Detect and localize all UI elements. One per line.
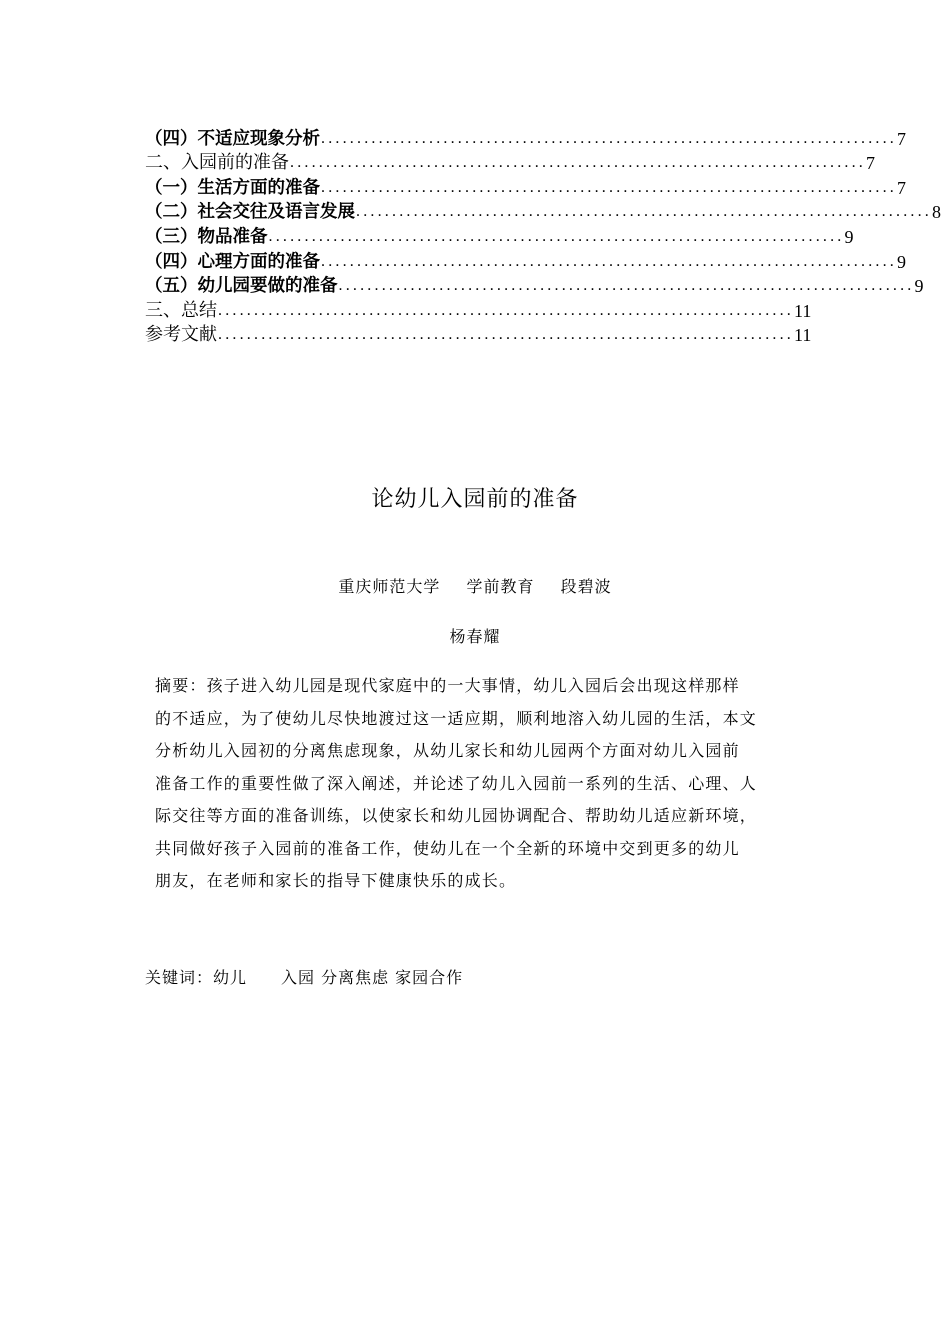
abstract-line: 的不适应，为了使幼儿尽快地渡过这一适应期，顺利地溶入幼儿园的生活，本文 bbox=[155, 708, 758, 728]
abstract-line: 准备工作的重要性做了深入阐述，并论述了幼儿入园前一系列的生活、心理、人 bbox=[155, 773, 758, 793]
toc-entry-page: 8 bbox=[932, 202, 941, 223]
toc-entry[interactable] bbox=[145, 151, 875, 176]
toc-entry[interactable] bbox=[145, 323, 812, 348]
toc-entry-page: 9 bbox=[897, 251, 906, 272]
toc-entry[interactable] bbox=[145, 298, 812, 323]
toc-entry[interactable] bbox=[145, 126, 906, 151]
toc-entry[interactable] bbox=[145, 175, 906, 200]
toc-entry-title: （四）不适应现象分析 bbox=[145, 128, 320, 149]
keywords-line: 关键词：幼儿 入园 分离焦虑 家园合作 bbox=[145, 968, 464, 987]
toc-entry-title: （五）幼儿园要做的准备 bbox=[145, 276, 338, 297]
toc-entry[interactable] bbox=[145, 249, 906, 274]
abstract-line: 摘要：孩子进入幼儿园是现代家庭中的一大事情，幼儿入园后会出现这样那样 bbox=[155, 676, 740, 695]
table-of-contents bbox=[145, 126, 941, 347]
advisor-name: 杨春耀 bbox=[449, 627, 501, 646]
toc-entry[interactable] bbox=[145, 274, 924, 299]
abstract-paragraph bbox=[155, 670, 805, 898]
toc-entry-title: 二、入园前的准备 bbox=[145, 152, 289, 174]
paper-title: 论幼儿入园前的准备 bbox=[371, 487, 579, 512]
toc-entry[interactable] bbox=[145, 224, 854, 249]
toc-leader-dots: ................................................................................ bbox=[290, 154, 866, 172]
toc-entry-page: 7 bbox=[897, 177, 906, 198]
toc-entry-title: （一）生活方面的准备 bbox=[145, 177, 320, 198]
toc-leader-dots: ................................................................................ bbox=[218, 326, 794, 344]
toc-leader-dots: ................................................................................ bbox=[321, 178, 897, 196]
toc-leader-dots: ................................................................................ bbox=[268, 227, 845, 245]
author-name: 段碧波 bbox=[560, 577, 612, 596]
toc-leader-dots: ................................................................................ bbox=[218, 301, 794, 319]
toc-entry-page: 11 bbox=[794, 325, 812, 346]
toc-entry[interactable] bbox=[145, 200, 941, 225]
toc-entry-title: （二）社会交往及语言发展 bbox=[145, 202, 355, 223]
toc-entry-page: 7 bbox=[897, 128, 906, 149]
toc-entry-title: 三、总结 bbox=[145, 299, 217, 321]
toc-entry-page: 9 bbox=[914, 276, 924, 297]
toc-entry-page: 11 bbox=[794, 300, 812, 321]
abstract-line: 朋友，在老师和家长的指导下健康快乐的成长。 bbox=[155, 871, 517, 890]
toc-leader-dots: ................................................................................ bbox=[356, 203, 932, 221]
toc-entry-title: 参考文献 bbox=[145, 324, 217, 346]
abstract-line: 共同做好孩子入园前的准备工作，使幼儿在一个全新的环境中交到更多的幼儿 bbox=[155, 838, 740, 858]
school-name: 重庆师范大学 bbox=[338, 577, 441, 596]
abstract-line: 分析幼儿入园初的分离焦虑现象，从幼儿家长和幼儿园两个方面对幼儿入园前 bbox=[155, 741, 740, 760]
toc-leader-dots: ................................................................................ bbox=[321, 252, 897, 270]
toc-entry-page: 7 bbox=[866, 153, 875, 174]
toc-entry-title: （三）物品准备 bbox=[145, 226, 268, 247]
author-line bbox=[0, 574, 950, 597]
toc-entry-title: （四）心理方面的准备 bbox=[145, 251, 320, 272]
toc-leader-dots: ................................................................................ bbox=[338, 277, 915, 295]
major-name: 学前教育 bbox=[466, 577, 535, 596]
toc-entry-page: 9 bbox=[844, 226, 854, 247]
toc-leader-dots: ................................................................................ bbox=[321, 129, 897, 147]
abstract-line: 际交往等方面的准备训练，以使家长和幼儿园协调配合、帮助幼儿适应新环境， bbox=[155, 806, 758, 825]
